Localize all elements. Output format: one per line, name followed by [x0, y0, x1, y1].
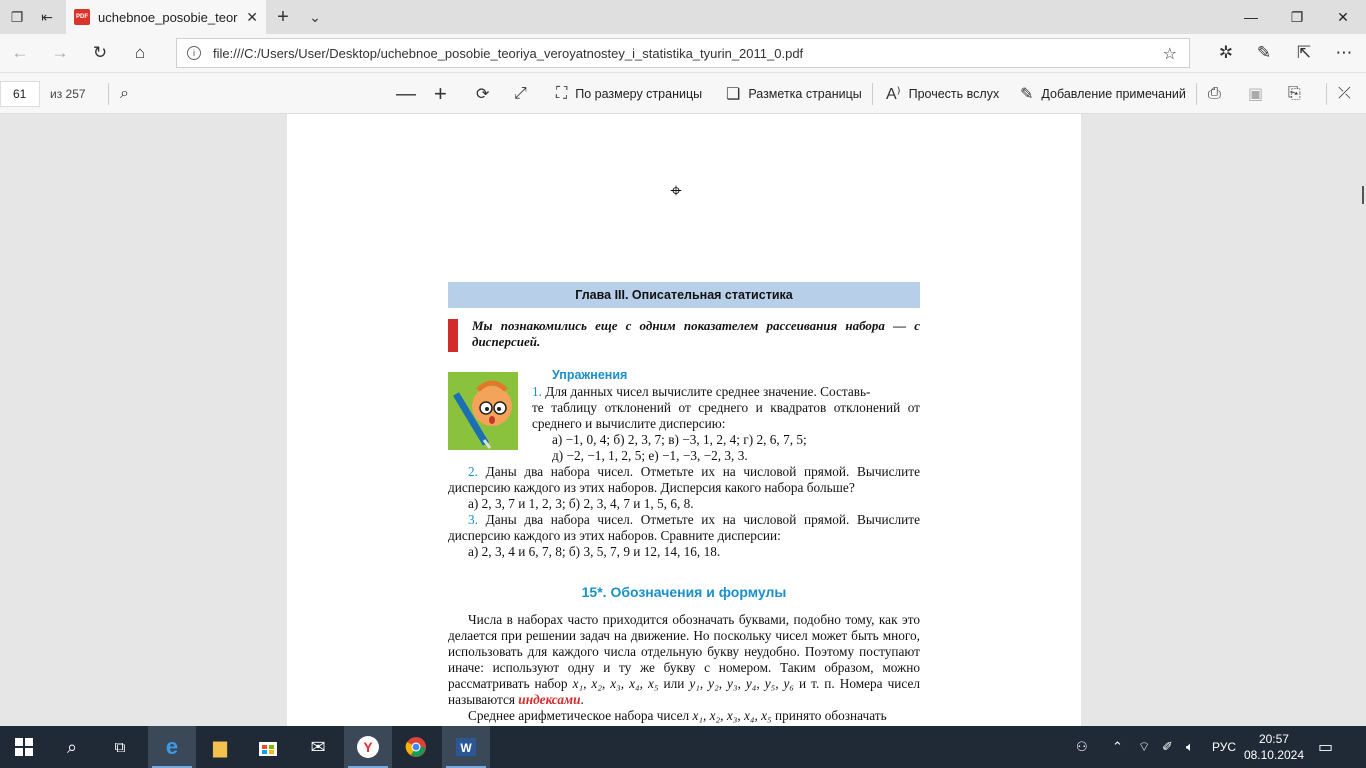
tab-title: uchebnoe_posobie_teor: [98, 9, 238, 25]
rotate-icon: ⟳: [476, 86, 490, 103]
network-icon[interactable]: ⌔: [1138, 739, 1151, 754]
windows-icon: [15, 738, 33, 756]
page-layout-label: Разметка страницы: [748, 87, 862, 101]
intro-text: Мы познакомились еще с одним показателем рассеивания набора — с дисперсией.: [472, 318, 920, 349]
print-icon: ⎙: [1208, 85, 1221, 102]
svg-text:Y: Y: [363, 739, 373, 755]
pen-icon[interactable]: ✎: [1256, 43, 1272, 62]
exercises-heading: Упражнения: [552, 368, 628, 382]
exercise-3-options: а) 2, 3, 4 и 6, 7, 8; б) 3, 5, 7, 9 и 12, 14, 16, 18.: [468, 544, 721, 559]
back-icon[interactable]: ←: [11, 43, 29, 62]
exercise-3-text: Даны два набора чисел. Отметьте их на числовой прямой. Вычислите дисперсию каждого из этих наборов. Сравните дисперсии:: [448, 512, 920, 543]
exercise-2-text: Даны два набора чисел. Отметьте их на числовой прямой. Вычислите дисперсию каждого из этих наборов. Дисперсия какого набора больше?: [448, 464, 920, 495]
zoom-out-button[interactable]: [396, 81, 424, 107]
clock[interactable]: [1244, 731, 1304, 763]
fullscreen-button[interactable]: [514, 81, 535, 107]
unpin-toolbar-button[interactable]: [1338, 81, 1359, 107]
svg-text:W: W: [460, 741, 472, 755]
exercise-1-line1: [532, 384, 920, 400]
close-window-button[interactable]: ✕: [1337, 8, 1349, 25]
language-indicator[interactable]: РУС: [1212, 740, 1237, 754]
pdf-toolbar: [0, 72, 1366, 114]
section-title: 15*. Обозначения и формулы: [581, 584, 787, 600]
read-aloud-icon: A⁾: [886, 86, 901, 103]
page-layout-icon: ❏: [726, 86, 741, 103]
share-icon[interactable]: ⇱: [1296, 43, 1312, 62]
paragraph-2: [448, 708, 920, 724]
exercise-2-options: а) 2, 3, 7 и 1, 2, 3; б) 2, 3, 4, 7 и 1, 5, 6, 8.: [468, 496, 694, 511]
exercise-1-options-b: д) −2, −1, 1, 2, 5; е) −1, −3, −2, 3, 3.: [552, 448, 748, 463]
tab-preview-chevron-icon[interactable]: ⌄: [309, 8, 321, 25]
forward-icon[interactable]: →: [51, 43, 69, 62]
favorite-star-icon[interactable]: ☆: [1162, 46, 1177, 63]
chapter-header: Глава III. Описательная статистика: [448, 282, 920, 308]
exercise-1-options-a: а) −1, 0, 4; б) 2, 3, 7; в) −3, 1, 2, 4; г) 2, 6, 7, 5;: [552, 432, 807, 447]
explorer-taskbar-button[interactable]: [196, 726, 244, 768]
exercise-1-text-a: Для данных чисел вычислите среднее значение. Составь-: [541, 384, 871, 399]
paragraph-1: [448, 612, 920, 708]
word-taskbar-button[interactable]: [442, 726, 490, 768]
save-button[interactable]: [1248, 81, 1271, 107]
paragraph-1-or: или: [658, 676, 690, 691]
restore-button[interactable]: ❐: [1290, 8, 1304, 25]
fit-page-label: По размеру страницы: [575, 87, 703, 101]
chrome-icon: [405, 736, 427, 758]
search-taskbar-button[interactable]: [48, 726, 96, 768]
minimize-button[interactable]: —: [1244, 9, 1258, 25]
exercise-1-number: 1.: [532, 384, 542, 399]
search-icon: ⌕: [66, 736, 78, 757]
store-taskbar-button[interactable]: [244, 726, 292, 768]
title-bar: [0, 0, 1366, 34]
fit-page-button[interactable]: [556, 81, 702, 107]
tab-actions-icon[interactable]: ❐: [10, 8, 24, 25]
more-icon[interactable]: ⋯: [1335, 43, 1353, 62]
rotate-button[interactable]: [476, 81, 497, 107]
fit-page-icon: ⛶: [556, 85, 568, 102]
store-icon: [258, 737, 278, 757]
divider: [872, 83, 873, 105]
read-aloud-button[interactable]: [886, 81, 999, 107]
draw-pen-icon: ✎: [1020, 86, 1034, 103]
people-icon[interactable]: ⚇: [1076, 739, 1088, 754]
save-as-button[interactable]: [1288, 81, 1309, 107]
unpin-icon: ⤫: [1338, 85, 1351, 102]
chrome-taskbar-button[interactable]: [392, 726, 440, 768]
edge-taskbar-button[interactable]: [148, 726, 196, 768]
tab-pdf[interactable]: [66, 0, 266, 34]
page-number-input[interactable]: 61: [0, 81, 40, 107]
edge-icon: e: [165, 734, 179, 759]
favorites-icon[interactable]: ✲: [1218, 43, 1234, 62]
paragraph-2-end: принято обозначать: [771, 708, 887, 723]
scrollbar-thumb[interactable]: [1362, 186, 1364, 204]
folder-icon: ▆: [213, 736, 227, 757]
mail-icon: ✉: [310, 736, 326, 757]
paragraph-1-start: Числа в наборах часто приходится обозначать буквами, подобно тому, как это делается при решении задач на движение. Но поскольку чисел может быть много, использовать для каждого числа отдельную букву неудобно. Поэтому поступают иначе: используют одну и ту же букву с номером. Таким образом, можно рассматривать набор: [448, 612, 920, 691]
clock-date: 08.10.2024: [1243, 748, 1304, 762]
url-text: file:///C:/Users/User/Desktop/uchebnoe_posobie_teoriya_veroyatnostey_i_statistika_tyurin_2011_0.pdf: [213, 45, 804, 61]
exercise-2-number: 2.: [468, 464, 478, 479]
volume-icon[interactable]: 🔈︎: [1186, 739, 1194, 754]
paragraph-2-start: Среднее арифметическое набора чисел: [468, 708, 693, 723]
red-marker-bar: [448, 319, 458, 352]
minus-icon: —: [396, 82, 416, 105]
new-tab-icon[interactable]: +: [277, 5, 289, 28]
yandex-taskbar-button[interactable]: [344, 726, 392, 768]
exercise-3-number: 3.: [468, 512, 478, 527]
notifications-icon[interactable]: ▭: [1318, 739, 1334, 756]
paragraph-1-x-set: x₁, x₂, x₃, x₄, x₅: [572, 676, 659, 691]
info-icon[interactable]: i: [187, 46, 201, 60]
tray-chevron-icon[interactable]: ⌃: [1112, 739, 1123, 754]
divider: [1196, 83, 1197, 105]
paragraph-1-dot: .: [580, 692, 584, 707]
save-as-icon: ⎘: [1288, 85, 1301, 102]
taskbar: [0, 726, 1366, 768]
url-input[interactable]: [176, 38, 1190, 68]
read-aloud-label: Прочесть вслух: [908, 87, 1000, 101]
exercise-2: [448, 464, 920, 496]
set-aside-tabs-icon[interactable]: ⇤: [41, 8, 53, 25]
clock-time: 20:57: [1258, 732, 1289, 746]
save-icon: ▣: [1248, 86, 1264, 103]
add-notes-label: Добавление примечаний: [1041, 87, 1186, 101]
mail-taskbar-button[interactable]: [294, 726, 342, 768]
search-icon: ⌕: [120, 85, 129, 102]
refresh-icon[interactable]: ↻: [92, 43, 108, 62]
add-notes-button[interactable]: [1020, 81, 1186, 107]
pdf-viewport[interactable]: [0, 114, 1366, 726]
yandex-icon: [356, 735, 380, 759]
paragraph-1-y-set: y₁, y₂, y₃, y₄, y₅, y₆: [689, 676, 795, 691]
divider: [108, 83, 109, 105]
print-button[interactable]: [1208, 81, 1229, 107]
exercise-1-text-b: те таблицу отклонений от среднего и квадратов отклонений от среднего и вычислите дисперсию:: [532, 400, 920, 431]
page-layout-button[interactable]: [726, 81, 862, 107]
pdf-page: [287, 114, 1081, 726]
close-tab-icon[interactable]: ✕: [246, 9, 258, 25]
student-illustration: [448, 372, 518, 450]
word-icon: [455, 736, 477, 758]
exercise-3: [448, 512, 920, 544]
expand-icon: ⤢: [514, 85, 527, 102]
paragraph-1-end: и т. п. Номера чисел называются: [448, 676, 920, 707]
divider: [1326, 83, 1327, 105]
home-icon[interactable]: ⌂: [134, 43, 146, 62]
task-view-button[interactable]: [96, 726, 144, 768]
address-bar-row: [0, 34, 1366, 72]
plus-icon: +: [434, 81, 447, 106]
zoom-in-button[interactable]: [434, 81, 455, 107]
pdf-icon: PDF: [74, 9, 90, 25]
pen-workspace-icon[interactable]: ✐: [1162, 739, 1173, 754]
start-button[interactable]: [0, 726, 48, 768]
search-button[interactable]: [120, 81, 137, 107]
task-view-icon: ⧉: [114, 738, 126, 756]
page-total: из 257: [50, 87, 86, 101]
term-indices: индексами: [518, 692, 581, 707]
crosshair-target-icon: ⌖: [670, 179, 682, 202]
paragraph-2-x-set: x₁, x₂, x₃, x₄, x₅: [692, 708, 772, 723]
